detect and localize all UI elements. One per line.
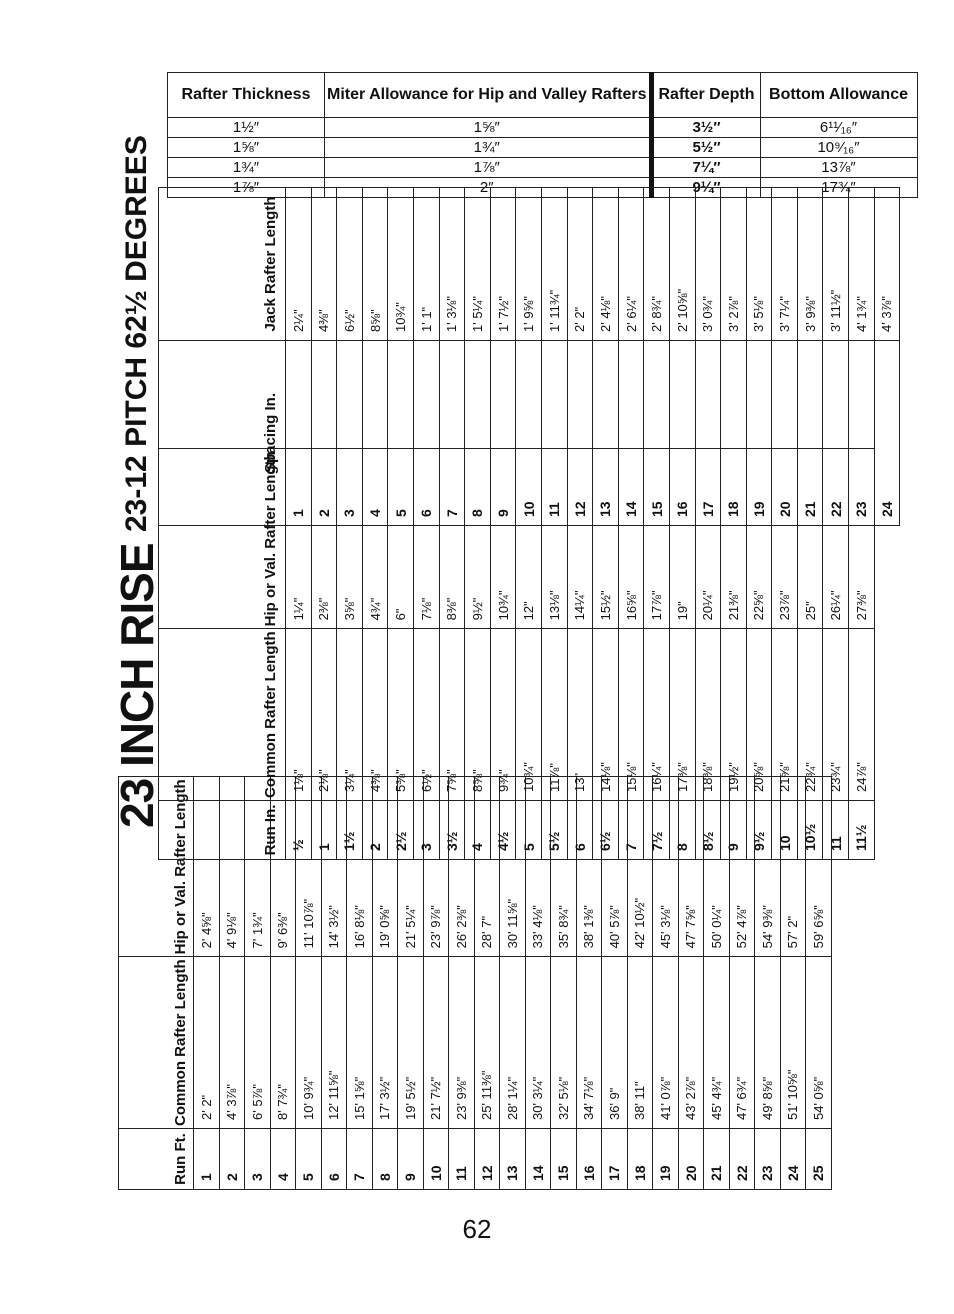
table-cell: 38' 11" <box>627 957 653 1129</box>
table-cell: 9' 6⅜" <box>270 777 296 957</box>
table-cell: 1' 9⅝" <box>516 188 542 341</box>
table-cell: 3½ <box>439 801 465 860</box>
table-cell: 1½″ <box>168 118 325 138</box>
table-row <box>541 188 567 526</box>
table-cell: 11 <box>823 801 849 860</box>
table-cell: 13 <box>500 1129 526 1190</box>
table-cell: 32' 5⅛" <box>551 957 577 1129</box>
table-cell: 2' 4⅛" <box>593 188 619 341</box>
title-main: 23 INCH RISE <box>111 543 163 828</box>
table-cell: 4' 3⅞" <box>874 188 900 341</box>
table-row <box>337 188 363 526</box>
table-cell: 12 <box>567 341 593 526</box>
table-cell: 8⅝" <box>465 629 491 801</box>
header-miter-allowance: Miter Allowance for Hip and Valley Rafters <box>325 73 652 118</box>
table-cell: 1¼" <box>286 449 312 629</box>
table-cell: 7⅛" <box>413 449 439 629</box>
table-row <box>823 188 849 526</box>
table-cell: 6½" <box>413 629 439 801</box>
table-cell: 1 <box>194 1129 220 1190</box>
table-cell: 47' 7⅝" <box>678 777 704 957</box>
table-cell: 2½ <box>388 801 414 860</box>
table-cell: 6" <box>388 449 414 629</box>
table-cell: 2 <box>362 801 388 860</box>
table-cell: 2 <box>311 341 337 526</box>
table-row <box>746 188 772 526</box>
table-cell: 20 <box>772 341 798 526</box>
table-cell: 35' 8¾" <box>551 777 577 957</box>
table-cell: 8' 7¾" <box>270 957 296 1129</box>
table-cell: 49' 8⅝" <box>755 957 781 1129</box>
table-row <box>593 188 619 526</box>
table-row <box>413 188 439 526</box>
table-cell: 23' 9⅞" <box>423 777 449 957</box>
table-row <box>516 188 542 526</box>
table-cell: 34' 7⅛" <box>576 957 602 1129</box>
table-cell: 30' 11⅝" <box>500 777 526 957</box>
table-cell: 20 <box>678 1129 704 1190</box>
table-cell: 21⅜" <box>721 449 747 629</box>
table-cell: 4 <box>465 801 491 860</box>
table-row <box>797 188 823 526</box>
table-row <box>388 188 414 526</box>
table-cell: 41' 0⅞" <box>653 957 679 1129</box>
table-cell: 19½" <box>721 629 747 801</box>
table-cell: 1 <box>286 341 312 526</box>
table-cell: 17' 3½" <box>372 957 398 1129</box>
table-cell: 28' 1¼" <box>500 957 526 1129</box>
table-cell: 17 <box>695 341 721 526</box>
table-cell: 30' 3¼" <box>525 957 551 1129</box>
table-cell: 19 <box>746 341 772 526</box>
table-row <box>439 188 465 526</box>
table-cell: 8⅝" <box>362 188 388 341</box>
table-cell: 8 <box>465 341 491 526</box>
table-cell: 14 <box>525 1129 551 1190</box>
table-cell: 26' 2⅜" <box>449 777 475 957</box>
table-cell: 14' 3½" <box>321 777 347 957</box>
table-cell: 45' 3⅛" <box>653 777 679 957</box>
table-cell: 17⅜" <box>669 629 695 801</box>
table-cell: 36' 9" <box>602 957 628 1129</box>
table-cell: 16 <box>576 1129 602 1190</box>
table-cell: 23' 9⅜" <box>449 957 475 1129</box>
rotated-content <box>110 26 895 1190</box>
table-cell: 1⅞″ <box>325 158 652 178</box>
table-cell: 5½ <box>541 801 567 860</box>
table-cell: 4⅜" <box>311 188 337 341</box>
table-cell: 9½" <box>465 449 491 629</box>
table-cell: 3' 5⅛" <box>746 188 772 341</box>
header-spacing: Spacing In. <box>159 341 286 526</box>
header-hip-length: Hip or Val. Rafter Length <box>119 777 194 957</box>
table-cell: 4 <box>270 1129 296 1190</box>
table-cell: 2' 4⅝" <box>194 777 220 957</box>
table-cell: 10⁹⁄₁₆″ <box>760 138 917 158</box>
table-cell: 11 <box>541 341 567 526</box>
table-cell: 21' 5¼" <box>398 777 424 957</box>
header-run-in: Run In. <box>159 801 286 860</box>
table-cell: 4 <box>362 341 388 526</box>
table-cell: 50' 0¼" <box>704 777 730 957</box>
table-cell: 11 <box>449 1129 475 1190</box>
table-cell: 11' 10⅞" <box>296 777 322 957</box>
table-cell: 22¾" <box>797 629 823 801</box>
table-row <box>772 188 798 526</box>
table-cell: 2' 8¾" <box>644 188 670 341</box>
table-cell: 16 <box>669 341 695 526</box>
table-cell: 8⅜" <box>439 449 465 629</box>
table-cell: 5 <box>296 1129 322 1190</box>
table-row <box>669 188 695 526</box>
table-cell: 12 <box>474 1129 500 1190</box>
title-sub: 23-12 PITCH 62½ DEGREES <box>120 135 153 532</box>
spacing-table-body <box>286 188 900 526</box>
table-cell: 2' 2" <box>194 957 220 1129</box>
table-cell: 7 <box>347 1129 373 1190</box>
header-rafter-thickness: Rafter Thickness <box>168 73 325 118</box>
table-cell: 10¾" <box>490 449 516 629</box>
table-cell: 3 <box>337 341 363 526</box>
table-cell: 2⅜" <box>311 449 337 629</box>
table-cell: 16⅝" <box>618 449 644 629</box>
table-cell: 4½ <box>490 801 516 860</box>
table-cell: 15⅛" <box>618 629 644 801</box>
table-cell: 59' 6⅝" <box>806 777 832 957</box>
table-cell: 6 <box>413 341 439 526</box>
table-cell: 13" <box>567 629 593 801</box>
table-cell: 18⅜" <box>695 629 721 801</box>
table-cell: 3' 7¼" <box>772 188 798 341</box>
table-cell: 43' 2⅞" <box>678 957 704 1129</box>
table-cell: 5 <box>516 801 542 860</box>
table-cell: 7½ <box>644 801 670 860</box>
table-cell: 3⅝" <box>337 449 363 629</box>
table-cell: 21⅝" <box>772 629 798 801</box>
table-cell: 10' 9¾" <box>296 957 322 1129</box>
table-cell: 13 <box>593 341 619 526</box>
table-cell: 47' 6¾" <box>729 957 755 1129</box>
table-cell: 23¾" <box>823 629 849 801</box>
table-cell: 3' 2⅞" <box>721 188 747 341</box>
table-cell: 25" <box>797 449 823 629</box>
table-cell: 28' 7" <box>474 777 500 957</box>
table-cell: 3½″ <box>651 118 760 138</box>
table-cell: 8½ <box>695 801 721 860</box>
header-bottom-allowance: Bottom Allowance <box>760 73 917 118</box>
table-cell: 12" <box>516 449 542 629</box>
table-cell: 1⅞″ <box>168 178 325 198</box>
table-cell: 9 <box>721 801 747 860</box>
table-cell: 19 <box>653 1129 679 1190</box>
table-cell: 9½ <box>746 801 772 860</box>
table-cell: 16' 8⅛" <box>347 777 373 957</box>
header-run-ft: Run Ft. <box>119 1129 194 1190</box>
table-cell: 21 <box>704 1129 730 1190</box>
table-cell: 7' 1¾" <box>245 777 271 957</box>
table-cell: 2⅛" <box>311 629 337 801</box>
table-cell: 15' 1⅝" <box>347 957 373 1129</box>
table-cell: 40' 5⅞" <box>602 777 628 957</box>
table-cell: 22 <box>729 1129 755 1190</box>
table-cell: 42' 10½" <box>627 777 653 957</box>
table-cell: 26¼" <box>823 449 849 629</box>
table-cell: 6½ <box>593 801 619 860</box>
table-cell: 57' 2" <box>780 777 806 957</box>
table-cell: 5 <box>388 341 414 526</box>
table-cell: 10 <box>423 1129 449 1190</box>
table-cell: 1' 3⅛" <box>439 188 465 341</box>
table-row <box>311 188 337 526</box>
table-cell: 7 <box>439 341 465 526</box>
header-inch-common-length: Common Rafter Length <box>159 629 286 801</box>
table-cell: 1¾″ <box>325 138 652 158</box>
table-cell: 2″ <box>325 178 652 198</box>
spacing-table <box>158 187 900 526</box>
table-cell: 14¼" <box>567 449 593 629</box>
table-cell: 27⅜" <box>849 449 875 629</box>
table-cell: 8 <box>669 801 695 860</box>
table-cell: 22 <box>823 341 849 526</box>
header-inch-hip-length: Hip or Val. Rafter Length <box>159 449 286 629</box>
table-cell: 2 <box>219 1129 245 1190</box>
table-cell: 1⅝″ <box>325 118 652 138</box>
table-cell: 7¼″ <box>651 158 760 178</box>
table-cell: 51' 10⅝" <box>780 957 806 1129</box>
table-cell: 6½" <box>337 188 363 341</box>
table-cell: 20⅝" <box>746 629 772 801</box>
table-cell: 15 <box>644 341 670 526</box>
table-cell: 14⅛" <box>593 629 619 801</box>
table-cell: 13⅛" <box>541 449 567 629</box>
table-cell: 1' 1" <box>413 188 439 341</box>
table-cell: 19' 5½" <box>398 957 424 1129</box>
table-cell: 24⅞" <box>849 629 875 801</box>
table-cell: 6 <box>567 801 593 860</box>
table-cell: 4' 9⅛" <box>219 777 245 957</box>
table-cell: 6' 5⅞" <box>245 957 271 1129</box>
table-cell: 25' 11⅜" <box>474 957 500 1129</box>
table-cell: 9 <box>490 341 516 526</box>
table-cell: 33' 4⅛" <box>525 777 551 957</box>
table-row <box>874 188 900 526</box>
table-cell: 22⅝" <box>746 449 772 629</box>
table-cell: 5½″ <box>651 138 760 158</box>
table-cell: 2' 10⅝" <box>669 188 695 341</box>
table-row <box>286 188 312 526</box>
table-cell: 21' 7½" <box>423 957 449 1129</box>
table-cell: 3' 9⅜" <box>797 188 823 341</box>
table-cell: 3' 0¾" <box>695 188 721 341</box>
table-cell: 9¼″ <box>651 178 760 198</box>
table-row <box>490 188 516 526</box>
table-row <box>849 188 875 526</box>
table-cell: 18 <box>627 1129 653 1190</box>
table-cell: ½ <box>286 801 312 860</box>
table-cell: 5⅜" <box>388 629 414 801</box>
page-number: 62 <box>462 1214 492 1244</box>
table-cell: 9¾" <box>490 629 516 801</box>
table-cell: 1' 7½" <box>490 188 516 341</box>
table-cell: 17¾″ <box>760 178 917 198</box>
table-cell: 13⅞″ <box>760 158 917 178</box>
table-cell: 14 <box>618 341 644 526</box>
table-cell: 19' 0⅝" <box>372 777 398 957</box>
table-cell: 16¼" <box>644 629 670 801</box>
table-cell: 3 <box>245 1129 271 1190</box>
table-cell: 24 <box>874 341 900 526</box>
table-cell: 38' 1⅜" <box>576 777 602 957</box>
table-cell: 10¾" <box>388 188 414 341</box>
table-cell: 19" <box>669 449 695 629</box>
table-cell: 23 <box>849 341 875 526</box>
table-row <box>362 188 388 526</box>
table-cell: 15½" <box>593 449 619 629</box>
table-cell: 1½ <box>337 801 363 860</box>
table-cell: 7⅝" <box>439 629 465 801</box>
table-cell: 21 <box>797 341 823 526</box>
table-cell: 2¼" <box>286 188 312 341</box>
table-cell: 3' 11½" <box>823 188 849 341</box>
table-cell: 23 <box>755 1129 781 1190</box>
table-row <box>567 188 593 526</box>
table-cell: 4¾" <box>362 449 388 629</box>
table-cell: 9 <box>398 1129 424 1190</box>
table-cell: 3 <box>413 801 439 860</box>
table-cell: 17⅞" <box>644 449 670 629</box>
table-cell: 25 <box>806 1129 832 1190</box>
header-jack-length: Jack Rafter Length <box>159 188 286 341</box>
table-cell: 7 <box>618 801 644 860</box>
table-cell: 10 <box>516 341 542 526</box>
table-cell: 10 <box>772 801 798 860</box>
table-cell: 1' 11¾" <box>541 188 567 341</box>
table-cell: 6¹¹⁄₁₆″ <box>760 118 917 138</box>
table-cell: 4' 1¾" <box>849 188 875 341</box>
table-cell: 6 <box>321 1129 347 1190</box>
table-cell: 10¾" <box>516 629 542 801</box>
table-cell: 11⅞" <box>541 629 567 801</box>
table-cell: 1' 5¼" <box>465 188 491 341</box>
table-cell: 10½ <box>797 801 823 860</box>
table-cell: 3¼" <box>337 629 363 801</box>
header-rafter-depth: Rafter Depth <box>651 73 760 118</box>
table-cell: 1 <box>311 801 337 860</box>
table-cell: 54' 0⅝" <box>806 957 832 1129</box>
table-cell: 2' 6¼" <box>618 188 644 341</box>
table-cell: 8 <box>372 1129 398 1190</box>
table-row <box>618 188 644 526</box>
table-cell: 4' 3⅞" <box>219 957 245 1129</box>
table-row <box>695 188 721 526</box>
table-cell: 45' 4¾" <box>704 957 730 1129</box>
table-cell: 1¾″ <box>168 158 325 178</box>
table-cell: 15 <box>551 1129 577 1190</box>
header-common-length: Common Rafter Length <box>119 957 194 1129</box>
table-row <box>721 188 747 526</box>
table-row <box>644 188 670 526</box>
table-cell: 20¼" <box>695 449 721 629</box>
table-cell: 1⅝″ <box>168 138 325 158</box>
table-cell: 24 <box>780 1129 806 1190</box>
table-row <box>465 188 491 526</box>
table-cell: 11½ <box>849 801 875 860</box>
table-cell: 2' 2" <box>567 188 593 341</box>
table-cell: 12' 11⅝" <box>321 957 347 1129</box>
table-cell: 23⅞" <box>772 449 798 629</box>
table-cell: 52' 4⅞" <box>729 777 755 957</box>
table-cell: 1⅛" <box>286 629 312 801</box>
table-cell: 18 <box>721 341 747 526</box>
table-cell: 54' 9⅜" <box>755 777 781 957</box>
table-cell: 17 <box>602 1129 628 1190</box>
table-cell: 4⅜" <box>362 629 388 801</box>
